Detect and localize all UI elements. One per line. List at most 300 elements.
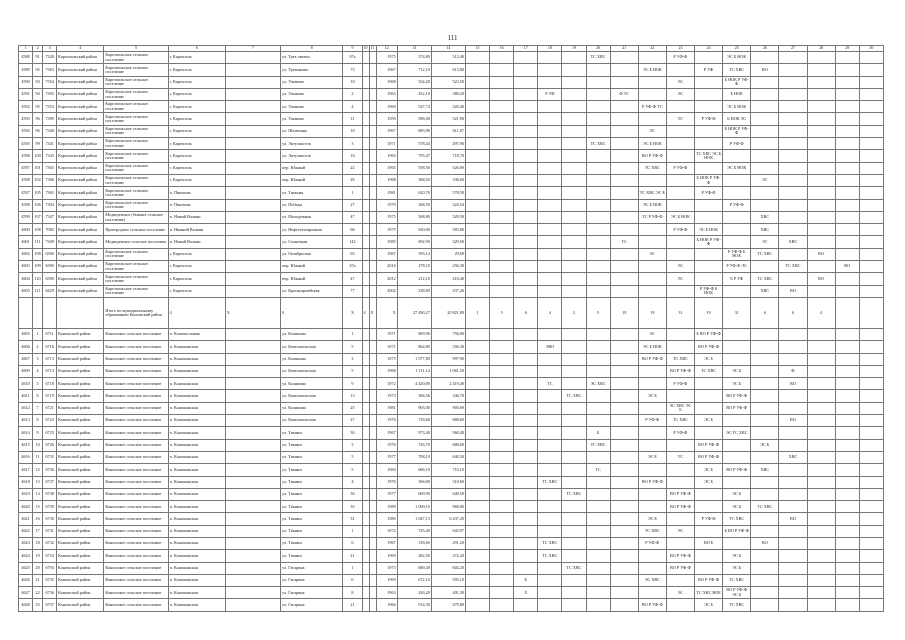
cell-col-23: Р УФ-Ф	[666, 224, 694, 236]
table-row	[19, 574, 884, 586]
cell-col-21	[610, 273, 638, 285]
cell-col-22	[638, 488, 666, 500]
cell-col-18	[538, 328, 562, 340]
cell-col-6: г. Каргополь	[168, 76, 225, 88]
cell-col-28	[807, 52, 835, 64]
cell-col-17	[514, 273, 538, 285]
cell-col-3: 7399	[43, 113, 57, 125]
cell-col-19	[562, 138, 586, 150]
cell-col-8: ул. Тимаки	[281, 427, 343, 439]
cell-col-25: ВО Р УФ-Ф	[723, 402, 751, 414]
cell-col-12: 1972	[376, 525, 397, 537]
cell-col-29	[835, 125, 859, 137]
cell-col-15	[465, 211, 489, 223]
cell-col-3: 7392	[43, 88, 57, 100]
cell-col-14: 716,10	[431, 464, 465, 476]
cell-col-3: 7340	[43, 125, 57, 137]
cell-col-4: Каргопольский район	[57, 113, 104, 125]
cell-col-12: 1989	[376, 501, 397, 513]
cell-col-17	[514, 236, 538, 248]
cell-col-5: Каргопольское сельское поселение	[104, 285, 168, 297]
cell-col-30	[859, 64, 883, 76]
cell-col-17: 6	[514, 297, 538, 328]
cell-col-13: 903,00	[397, 402, 431, 414]
cell-col-17	[514, 150, 538, 162]
cell-col-5: Коношское сельское поселение	[104, 501, 168, 513]
cell-col-28	[807, 341, 835, 353]
cell-col-1: 4591	[19, 88, 33, 100]
cell-col-29	[835, 211, 859, 223]
cell-col-17	[514, 64, 538, 76]
cell-col-11	[369, 599, 376, 611]
cell-col-18	[538, 451, 562, 463]
cell-col-27	[779, 224, 807, 236]
cell-col-18	[538, 599, 562, 611]
cell-col-10	[362, 76, 369, 88]
cell-col-6: п. Коношанская	[168, 402, 225, 414]
cell-col-23: ЭС Б НОК	[666, 211, 694, 223]
cell-col-15	[465, 587, 489, 599]
cell-col-26	[751, 390, 779, 402]
cell-col-18: ТС ХВС	[538, 476, 562, 488]
cell-col-27: Ф	[779, 365, 807, 377]
cell-col-23: Р УФ-Ф	[666, 52, 694, 64]
cell-col-8: ул. Молодёжная	[281, 211, 343, 223]
cell-col-27: ВО	[779, 415, 807, 427]
cell-col-26: ЭС	[751, 174, 779, 186]
cell-col-20: Б	[586, 427, 610, 439]
cell-col-30	[859, 187, 883, 199]
cell-col-16	[490, 390, 514, 402]
cell-col-11	[369, 439, 376, 451]
cell-col-8: ул. Тимаки	[281, 537, 343, 549]
cell-col-24	[695, 52, 723, 64]
register-table	[18, 45, 884, 612]
cell-col-2: 109	[33, 261, 43, 273]
cell-col-3: 6713	[43, 365, 57, 377]
cell-col-28	[807, 378, 835, 390]
cell-col-19	[562, 451, 586, 463]
cell-col-20	[586, 248, 610, 260]
cell-col-12: 1971	[376, 341, 397, 353]
cell-col-20	[586, 402, 610, 414]
cell-col-10	[362, 187, 369, 199]
cell-col-28	[807, 113, 835, 125]
cell-col-5: Каргопольское сельское поселение	[104, 113, 168, 125]
cell-col-1: 4611	[19, 390, 33, 402]
cell-col-10	[362, 125, 369, 137]
cell-col-27: ТС ХВС	[779, 261, 807, 273]
cell-col-8: пер. Южный	[281, 162, 343, 174]
cell-col-25: ВО Р УФ-Ф	[723, 464, 751, 476]
cell-col-12: 1981	[376, 187, 397, 199]
cell-col-14: 346,70	[431, 390, 465, 402]
cell-col-25: ЭС Б	[723, 488, 751, 500]
cell-col-19	[562, 574, 586, 586]
cell-col-10	[362, 501, 369, 513]
cell-col-16	[490, 537, 514, 549]
cell-col-9: 10	[343, 125, 362, 137]
cell-col-12: 1977	[376, 451, 397, 463]
cell-col-8: ул. Ушакова	[281, 101, 343, 113]
cell-col-6: 4	[168, 297, 225, 328]
cell-col-1: 4606	[19, 341, 33, 353]
cell-col-21	[610, 476, 638, 488]
cell-col-30	[859, 390, 883, 402]
cell-col-15	[465, 64, 489, 76]
cell-col-3: 7347	[43, 211, 57, 223]
cell-col-17	[514, 328, 538, 340]
cell-col-13: 452,10	[397, 88, 431, 100]
cell-col-14: 401,30	[431, 587, 465, 599]
cell-col-9: 66	[343, 224, 362, 236]
cell-col-16	[490, 285, 514, 297]
cell-col-10: 10	[363, 45, 368, 51]
cell-col-1: 4595	[19, 138, 33, 150]
cell-col-25	[723, 353, 751, 365]
cell-col-25: Р УФ-Ф ЭС	[723, 261, 751, 273]
cell-col-9: 3	[343, 353, 362, 365]
cell-col-21	[610, 76, 638, 88]
cell-col-22: ТС Р УФ-Ф	[638, 211, 666, 223]
cell-col-26	[751, 513, 779, 525]
cell-col-20: 20	[586, 46, 610, 52]
cell-col-16	[490, 64, 514, 76]
cell-col-19	[562, 537, 586, 549]
cell-col-26	[751, 162, 779, 174]
cell-col-20	[586, 550, 610, 562]
cell-col-18	[538, 248, 562, 260]
cell-col-4: Коношский район	[57, 390, 104, 402]
cell-col-23	[666, 574, 694, 586]
cell-col-12: 1979	[376, 199, 397, 211]
cell-col-5: Медведевское сельское поселение	[104, 236, 168, 248]
cell-col-23	[666, 328, 694, 340]
table-row	[19, 224, 884, 236]
cell-col-25	[723, 187, 751, 199]
cell-col-7	[225, 113, 280, 125]
cell-col-7	[225, 211, 280, 223]
cell-col-16	[490, 273, 514, 285]
cell-col-17: Х	[514, 587, 538, 599]
cell-col-27	[779, 101, 807, 113]
cell-col-21	[610, 451, 638, 463]
cell-col-28	[807, 285, 835, 297]
cell-col-22: ВО Р УФ-Ф	[638, 353, 666, 365]
cell-col-14: 291,20	[431, 537, 465, 549]
cell-col-3: 6736	[43, 587, 57, 599]
cell-col-15	[465, 224, 489, 236]
cell-col-26: ВО	[751, 64, 779, 76]
cell-col-6: п. Новый Валкин	[168, 211, 225, 223]
cell-col-23: Р УФ-Ф	[666, 378, 694, 390]
cell-col-12: 1975	[376, 211, 397, 223]
cell-col-5: Коношское сельское поселение	[104, 415, 168, 427]
cell-col-19: ТС ХВС	[562, 562, 586, 574]
cell-col-13: 527,74	[397, 101, 431, 113]
cell-col-11	[369, 476, 376, 488]
cell-col-23: ЭС	[666, 273, 694, 285]
cell-col-28	[807, 402, 835, 414]
cell-col-17	[514, 199, 538, 211]
cell-col-24: ВО Р УФ-Ф	[695, 451, 723, 463]
cell-col-7	[225, 236, 280, 248]
cell-col-19	[562, 125, 586, 137]
cell-col-11: 11	[370, 45, 375, 51]
cell-col-7	[225, 513, 280, 525]
cell-col-15	[465, 390, 489, 402]
cell-col-18	[538, 199, 562, 211]
cell-col-9: 4	[343, 101, 362, 113]
cell-col-2: 21	[33, 574, 43, 586]
cell-col-20	[586, 488, 610, 500]
cell-col-28: 4	[807, 297, 835, 328]
cell-col-3: 6732	[43, 537, 57, 549]
cell-col-4: Каргопольский район	[57, 285, 104, 297]
cell-col-10	[362, 150, 369, 162]
cell-col-3: 6390	[43, 273, 57, 285]
cell-col-9: 30	[343, 427, 362, 439]
cell-col-6: п. Коношанская	[168, 599, 225, 611]
cell-col-16	[490, 125, 514, 137]
table-row	[19, 285, 884, 297]
cell-col-4: Каргопольский район	[57, 52, 104, 64]
cell-col-7: 7	[225, 46, 280, 52]
cell-col-18	[538, 427, 562, 439]
cell-col-29	[835, 64, 859, 76]
table-row	[19, 378, 884, 390]
cell-col-16	[490, 488, 514, 500]
cell-col-2: 102	[33, 174, 43, 186]
cell-col-10	[362, 390, 369, 402]
cell-col-16	[490, 248, 514, 260]
cell-col-18	[538, 365, 562, 377]
cell-col-12: 12	[376, 46, 397, 52]
cell-col-18	[538, 187, 562, 199]
cell-col-24: Р УФ	[695, 64, 723, 76]
cell-col-17	[514, 390, 538, 402]
cell-col-2: 107	[33, 211, 43, 223]
cell-col-14: 997,90	[431, 353, 465, 365]
cell-col-8: 0	[281, 297, 343, 328]
cell-col-30	[859, 101, 883, 113]
cell-col-10	[362, 525, 369, 537]
cell-col-28	[807, 464, 835, 476]
cell-col-16	[490, 513, 514, 525]
cell-col-1: 4616	[19, 451, 33, 463]
cell-col-25: Б ВО Р УФ-Ф	[723, 525, 751, 537]
cell-col-8: пер. Южный	[281, 261, 343, 273]
cell-col-8: ул. Тимаки	[281, 476, 343, 488]
cell-col-29	[835, 476, 859, 488]
cell-col-14: 2 419,40	[431, 378, 465, 390]
cell-col-29	[835, 599, 859, 611]
cell-col-8: ул. Тимаки	[281, 451, 343, 463]
cell-col-27	[779, 76, 807, 88]
cell-col-19	[562, 501, 586, 513]
cell-col-19	[562, 365, 586, 377]
cell-col-15	[465, 525, 489, 537]
cell-col-21	[610, 199, 638, 211]
cell-col-4: Каргопольский район	[57, 211, 104, 223]
cell-col-13: 4 420,00	[397, 378, 431, 390]
cell-col-3: 6736	[43, 464, 57, 476]
cell-col-3: 6713	[43, 353, 57, 365]
cell-col-26	[751, 199, 779, 211]
cell-col-7	[225, 488, 280, 500]
cell-col-15	[465, 273, 489, 285]
cell-col-7	[225, 52, 280, 64]
cell-col-1: 4599	[19, 211, 33, 223]
cell-col-28	[807, 574, 835, 586]
cell-col-15	[465, 550, 489, 562]
cell-col-25: ТС ХВС	[723, 513, 751, 525]
cell-col-23	[666, 341, 694, 353]
cell-col-5: Коношское сельское поселение	[104, 328, 168, 340]
table-row	[19, 88, 884, 100]
cell-col-16	[490, 451, 514, 463]
cell-col-4: Коношский район	[57, 402, 104, 414]
cell-col-8: ул. Гагарина	[281, 587, 343, 599]
cell-col-20	[586, 261, 610, 273]
cell-col-20	[586, 574, 610, 586]
cell-col-13: 609,90	[397, 488, 431, 500]
cell-col-3: 7394	[43, 199, 57, 211]
cell-col-26	[751, 402, 779, 414]
cell-col-19	[562, 415, 586, 427]
cell-col-8: ул. Комсомольская	[281, 415, 343, 427]
cell-col-9: 3	[343, 138, 362, 150]
cell-col-27	[779, 390, 807, 402]
cell-col-9: 2	[343, 88, 362, 100]
cell-col-5: Каргопольское сельское поселение	[104, 261, 168, 273]
cell-col-27	[779, 328, 807, 340]
cell-col-3: 6723	[43, 415, 57, 427]
cell-col-23: ЭС	[666, 76, 694, 88]
cell-col-24	[695, 261, 723, 273]
cell-col-1: 4617	[19, 464, 33, 476]
cell-col-24	[695, 76, 723, 88]
cell-col-7: Х	[225, 297, 280, 328]
cell-col-14: 256,30	[431, 261, 465, 273]
cell-col-6: г. Каргополь	[168, 125, 225, 137]
cell-col-17	[514, 464, 538, 476]
cell-col-23: Р УФ-Ф	[666, 162, 694, 174]
cell-col-2: 108	[33, 248, 43, 260]
cell-col-21	[610, 439, 638, 451]
cell-col-27	[779, 162, 807, 174]
cell-col-5: Каргопольское сельское поселение	[104, 138, 168, 150]
cell-col-24	[695, 199, 723, 211]
cell-col-4: Каргопольский район	[57, 174, 104, 186]
cell-col-12: 1965	[376, 150, 397, 162]
cell-col-3: 6735	[43, 451, 57, 463]
cell-col-22	[638, 52, 666, 64]
cell-col-12: 1975	[376, 353, 397, 365]
cell-col-5: Пригородное сельское поселение	[104, 224, 168, 236]
cell-col-24	[695, 501, 723, 513]
cell-col-27	[779, 125, 807, 137]
cell-col-15	[465, 439, 489, 451]
cell-col-22	[638, 365, 666, 377]
cell-col-18	[538, 224, 562, 236]
cell-col-3: 6735	[43, 574, 57, 586]
cell-col-17	[514, 211, 538, 223]
cell-col-8: ул. Октябрьская	[281, 248, 343, 260]
cell-col-6: г. Каргополь	[168, 88, 225, 100]
cell-col-28	[807, 328, 835, 340]
cell-col-13: 568,80	[397, 211, 431, 223]
cell-col-14: 237,26	[431, 285, 465, 297]
cell-col-24: Р УФ-Ф	[695, 187, 723, 199]
cell-col-20	[586, 328, 610, 340]
cell-col-12: 1966	[376, 599, 397, 611]
cell-col-1: 4598	[19, 199, 33, 211]
cell-col-18	[538, 236, 562, 248]
table-row	[19, 599, 884, 611]
cell-col-20	[586, 525, 610, 537]
cell-col-4: Коношский район	[57, 476, 104, 488]
cell-col-30	[859, 285, 883, 297]
cell-col-10	[362, 415, 369, 427]
cell-col-1: 4627	[19, 587, 33, 599]
cell-col-6: п. Коношанская	[168, 451, 225, 463]
cell-col-17	[514, 562, 538, 574]
cell-col-6: п. Коношанская	[168, 415, 225, 427]
cell-col-25	[723, 236, 751, 248]
cell-col-4: Коношский район	[57, 562, 104, 574]
cell-col-8: ул. Ушакова	[281, 113, 343, 125]
cell-col-13: 683,96	[397, 125, 431, 137]
cell-col-9: 27	[343, 199, 362, 211]
cell-col-25	[723, 439, 751, 451]
cell-col-13: 566,00	[397, 476, 431, 488]
cell-col-30	[859, 236, 883, 248]
cell-col-25	[723, 150, 751, 162]
cell-col-7	[225, 599, 280, 611]
cell-col-9: Х	[343, 297, 362, 328]
cell-col-19	[562, 211, 586, 223]
cell-col-21	[610, 174, 638, 186]
cell-col-19	[562, 402, 586, 414]
cell-col-30	[859, 248, 883, 260]
cell-col-21	[610, 328, 638, 340]
cell-col-28	[807, 587, 835, 599]
cell-col-23	[666, 150, 694, 162]
table-row	[19, 174, 884, 186]
cell-col-1: 4622	[19, 525, 33, 537]
cell-col-9: 67а	[343, 52, 362, 64]
cell-col-20	[586, 199, 610, 211]
cell-col-13: 718,60	[397, 415, 431, 427]
cell-col-6: п. Коношанская	[168, 587, 225, 599]
cell-col-6: п. Коношанская	[168, 427, 225, 439]
cell-col-3: 6721	[43, 402, 57, 414]
cell-col-7	[225, 138, 280, 150]
cell-col-3: 7363	[43, 64, 57, 76]
cell-col-23: ВО Р УФ-Ф	[666, 365, 694, 377]
cell-col-25: ЭС Б	[723, 365, 751, 377]
cell-col-24: ТС ХВС	[695, 365, 723, 377]
cell-col-9: 5	[343, 464, 362, 476]
cell-col-7	[225, 187, 280, 199]
cell-col-25: Р УФ-Ф Б НОК	[723, 248, 751, 260]
cell-col-6: п. Коношанская	[168, 488, 225, 500]
cell-col-13: 368,50	[397, 174, 431, 186]
table-row	[19, 113, 884, 125]
cell-col-18: 18	[538, 46, 562, 52]
cell-col-19	[562, 550, 586, 562]
